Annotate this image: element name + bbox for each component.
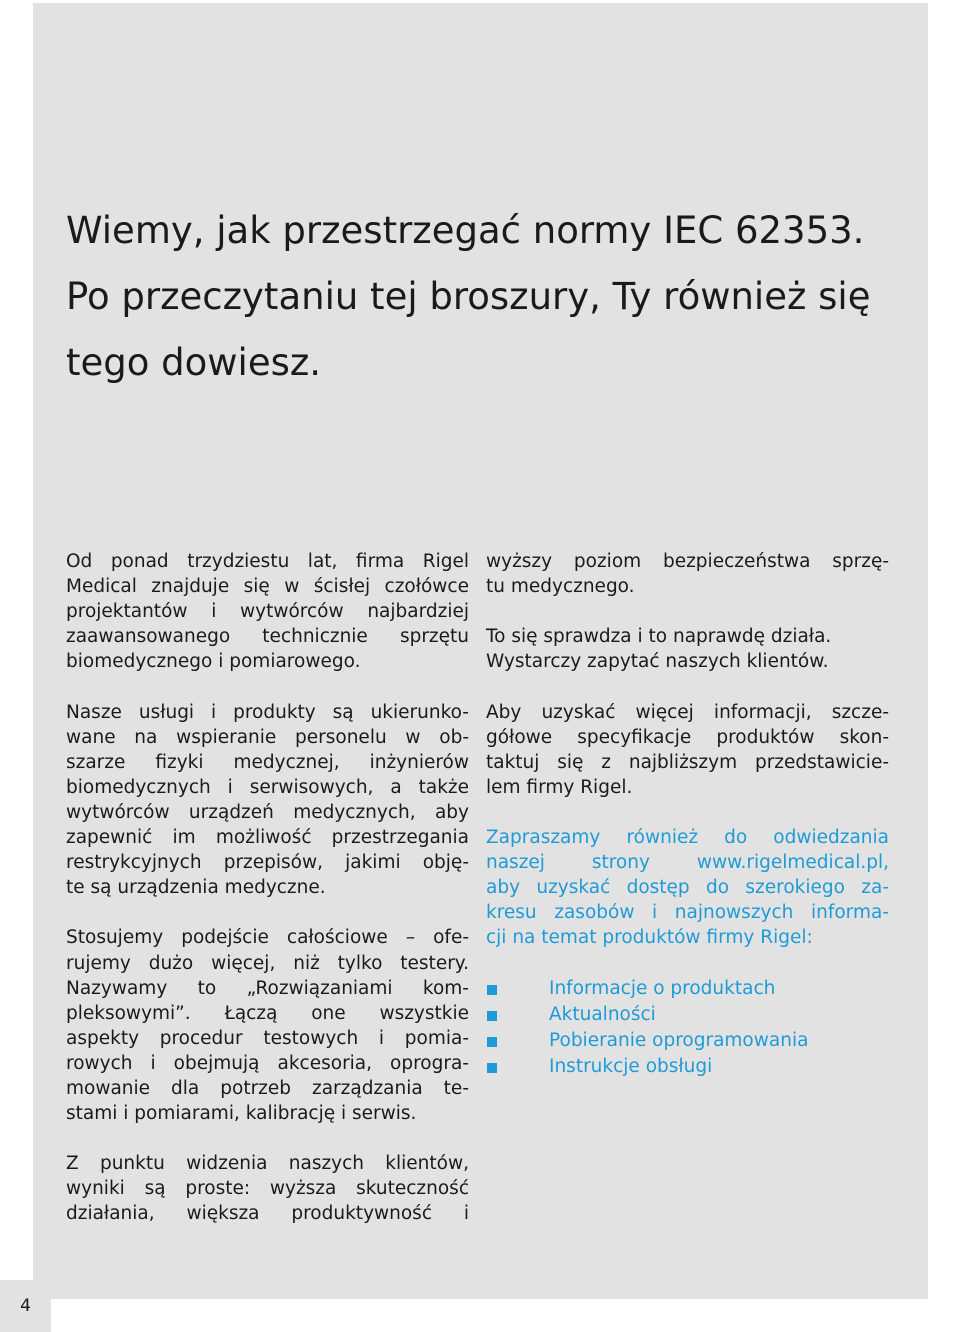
headline-line: Po przeczytaniu tej broszury, Ty również się xyxy=(66,275,871,318)
square-bullet-icon xyxy=(487,985,497,995)
square-bullet-icon xyxy=(487,1037,497,1047)
text-line: Wystarczy zapytać naszych klientów. xyxy=(486,651,829,673)
resource-link-label: Pobieranie oprogramowania xyxy=(549,1030,809,1052)
text-line: naszej strony www.rigelmedical.pl, xyxy=(486,852,889,874)
text-line: rowych i obejmują akcesoria, oprogra- xyxy=(66,1052,469,1074)
text-line: wyższy poziom bezpieczeństwa sprzę- xyxy=(486,551,889,572)
text-line: tu medycznego. xyxy=(486,576,635,598)
text-line: szarze fizyki medycznej, inżynierów xyxy=(66,751,469,773)
contact-paragraph xyxy=(486,700,889,800)
text-line: taktuj się z najbliższym przedstawicie- xyxy=(486,751,889,773)
approach-paragraph xyxy=(66,925,469,1126)
headline-line: Wiemy, jak przestrzegać normy IEC 62353. xyxy=(66,209,865,252)
results-paragraph xyxy=(66,1151,469,1226)
resource-link-news[interactable] xyxy=(486,1002,889,1028)
text-line: wytwórców urządzeń medycznych, aby xyxy=(66,801,469,823)
text-line: aby uzyskać dostęp do szerokiego za- xyxy=(486,877,889,899)
text-line: wyniki są proste: wyższa skuteczność xyxy=(66,1178,469,1200)
left-column xyxy=(66,549,469,1252)
text-line: Nasze usługi i produkty są ukierunko- xyxy=(66,701,469,723)
text-line: To się sprawdza i to naprawdę działa. xyxy=(486,626,832,648)
resource-link-label: Aktualności xyxy=(549,1003,656,1025)
right-column xyxy=(486,549,889,1081)
website-invitation-paragraph xyxy=(486,825,889,950)
text-line: projektantów i wytwórców najbardziej xyxy=(66,601,469,623)
text-line: Nazywamy to „Rozwiązaniami kom- xyxy=(66,977,469,999)
text-line: działania, większa produktywność i xyxy=(66,1203,469,1225)
text-line: Stosujemy podejście całościowe – ofe- xyxy=(66,927,469,949)
text-line: Aby uzyskać więcej informacji, szcze- xyxy=(486,701,889,723)
resource-link-label: Informacje o produktach xyxy=(549,977,776,999)
resource-link-label: Instrukcje obsługi xyxy=(549,1056,713,1078)
square-bullet-icon xyxy=(487,1011,497,1021)
text-line: lem firmy Rigel. xyxy=(486,776,633,798)
text-line: aspekty procedur testowych i pomia- xyxy=(66,1027,469,1049)
text-line: restrykcyjnych przepisów, jakimi obję- xyxy=(66,852,469,874)
text-line: mowanie dla potrzeb zarządzania te- xyxy=(66,1077,469,1099)
text-line: zapewnić im możliwość przestrzegania xyxy=(66,827,469,849)
services-paragraph xyxy=(66,700,469,901)
text-line: rujemy dużo więcej, niż tylko testery. xyxy=(66,952,469,974)
proof-paragraph xyxy=(486,624,889,674)
text-line: biomedycznych i serwisowych, a także xyxy=(66,776,469,798)
square-bullet-icon xyxy=(487,1063,497,1073)
page-number: 4 xyxy=(0,1280,51,1332)
headline-line: tego dowiesz. xyxy=(66,341,322,384)
text-line: Zapraszamy również do odwiedzania xyxy=(486,827,889,849)
text-line: Od ponad trzydziestu lat, firma Rigel xyxy=(66,551,469,572)
text-line: wane na wspieranie personelu w ob- xyxy=(66,726,469,748)
text-line: cji na temat produktów firmy Rigel: xyxy=(486,927,813,949)
text-line: pleksowymi”. Łączą one wszystkie xyxy=(66,1002,469,1024)
text-line: biomedycznego i pomiarowego. xyxy=(66,651,361,673)
text-line: gółowe specyfikacje produktów skon- xyxy=(486,726,889,748)
page-headline xyxy=(66,198,926,396)
text-line: stami i pomiarami, kalibrację i serwis. xyxy=(66,1103,417,1125)
text-line: Z punktu widzenia naszych klientów, xyxy=(66,1153,469,1175)
text-line: te są urządzenia medyczne. xyxy=(66,877,326,899)
resource-link-software-download[interactable] xyxy=(486,1028,889,1054)
text-line: kresu zasobów i najnowszych informa- xyxy=(486,902,889,924)
resource-links-list xyxy=(486,976,889,1081)
text-line: Medical znajduje się w ścisłej czołówce xyxy=(66,576,469,598)
text-line: zaawansowanego technicznie sprzętu xyxy=(66,626,469,648)
safety-paragraph xyxy=(486,549,889,599)
resource-link-manuals[interactable] xyxy=(486,1054,889,1080)
intro-paragraph xyxy=(66,549,469,674)
resource-link-product-info[interactable] xyxy=(486,976,889,1002)
